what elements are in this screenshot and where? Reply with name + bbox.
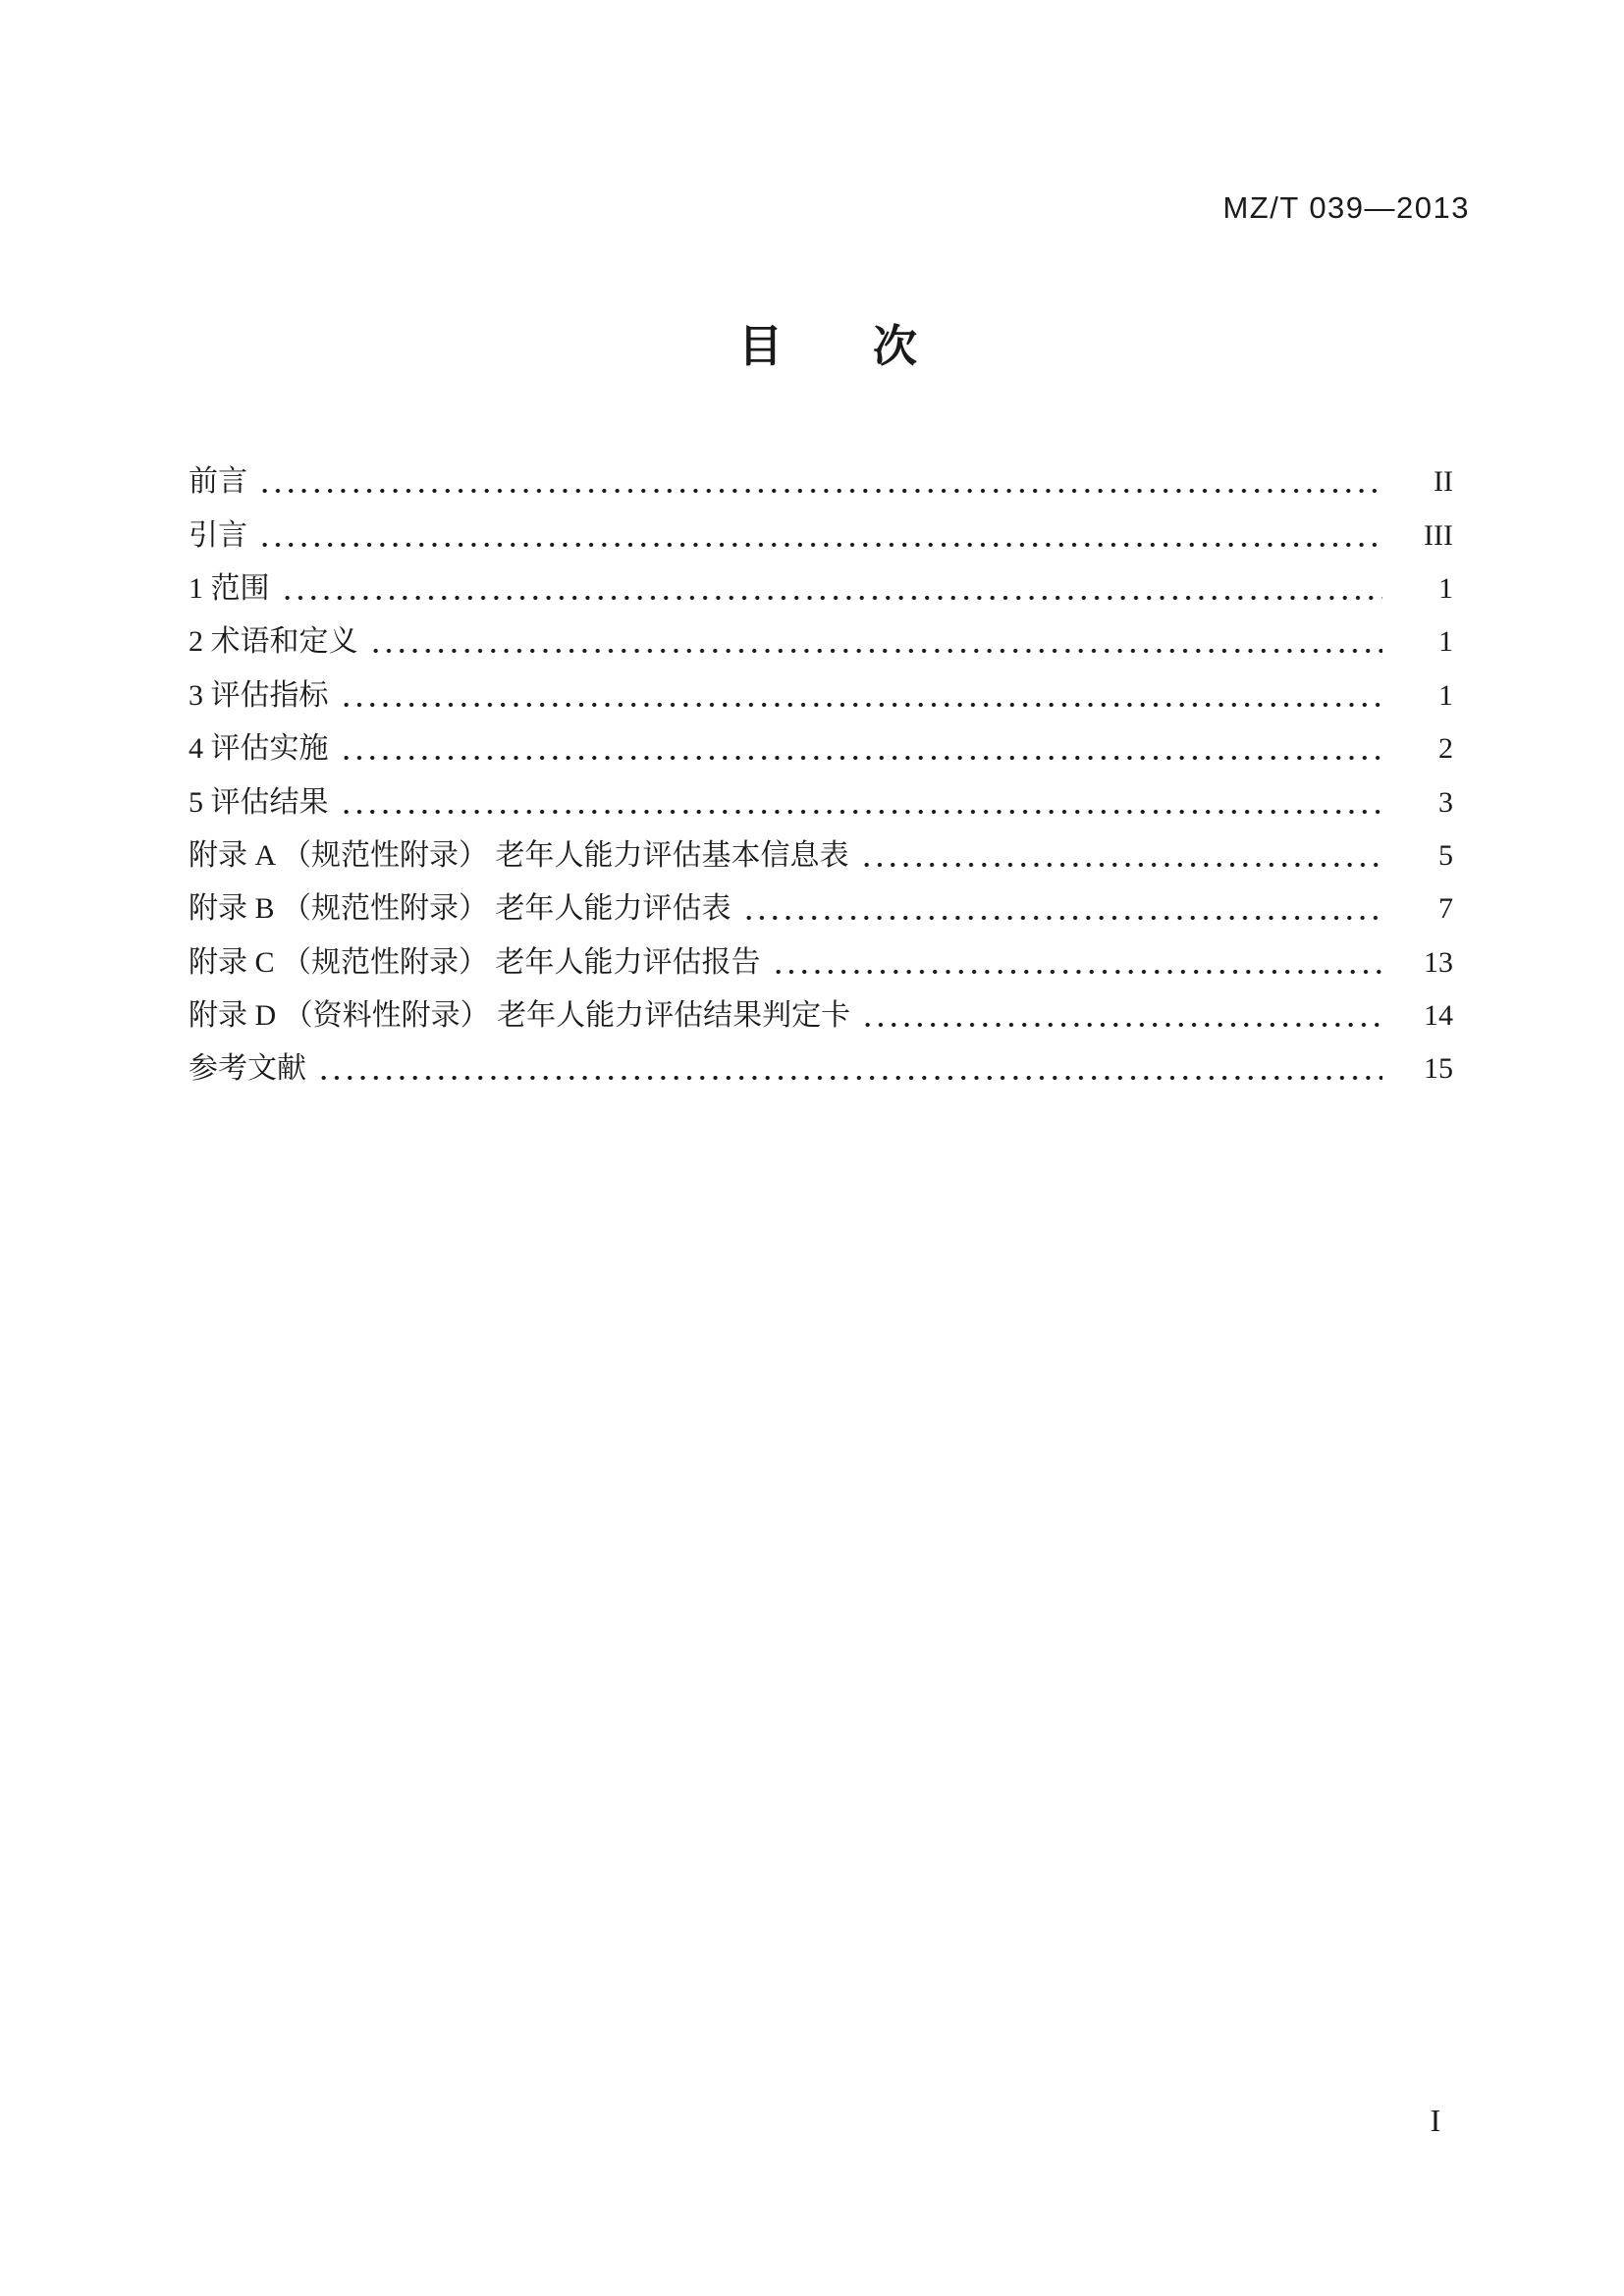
dot-leader — [369, 615, 1383, 668]
toc-entry-label: 5 评估结果 — [189, 785, 329, 819]
toc-entry-page: 14 — [1424, 999, 1453, 1033]
toc-entry-page: 1 — [1438, 625, 1453, 659]
dot-leader — [340, 775, 1383, 828]
toc-entry-appendix-a — [189, 829, 1453, 882]
toc-entry-assessment-results — [189, 775, 1453, 828]
toc-entry-appendix-d — [189, 989, 1453, 1042]
toc-entry-page: 1 — [1438, 678, 1453, 712]
toc-entry-label: 附录 D （资料性附录） 老年人能力评估结果判定卡 — [189, 999, 851, 1033]
toc-entry-page: 1 — [1438, 571, 1453, 605]
toc-entry-page: 7 — [1438, 892, 1453, 926]
toc-entry-introduction — [189, 508, 1453, 561]
toc-entry-page: II — [1434, 465, 1453, 499]
toc-entry-page: 13 — [1424, 945, 1453, 979]
dot-leader — [317, 1042, 1382, 1095]
toc-entry-page: 15 — [1424, 1052, 1453, 1086]
toc-entry-terms-definitions — [189, 615, 1453, 668]
title-char-right: 次 — [873, 322, 918, 371]
dot-leader — [258, 455, 1382, 508]
dot-leader — [281, 562, 1383, 615]
dot-leader — [340, 669, 1383, 722]
toc-entry-assessment-implementation — [189, 722, 1453, 775]
toc-entry-label: 1 范围 — [189, 571, 270, 605]
toc-entry-assessment-indicators — [189, 669, 1453, 722]
toc-entry-label: 3 评估指标 — [189, 678, 329, 712]
dot-leader — [860, 829, 1382, 882]
toc-entry-label: 附录 C （规范性附录） 老年人能力评估报告 — [189, 945, 761, 979]
toc-entry-label: 附录 B （规范性附录） 老年人能力评估表 — [189, 892, 731, 926]
toc-entry-label: 2 术语和定义 — [189, 625, 358, 659]
toc-entry-scope — [189, 562, 1453, 615]
toc-entry-page: 5 — [1438, 838, 1453, 872]
toc-entry-label: 前言 — [189, 465, 247, 499]
standard-number: MZ/T 039—2013 — [1222, 190, 1470, 225]
toc-entry-appendix-b — [189, 882, 1453, 935]
toc-entry-foreword — [189, 455, 1453, 508]
page-title — [16, 322, 1624, 371]
dot-leader — [258, 508, 1382, 561]
toc-entry-label: 引言 — [189, 518, 247, 552]
toc-entry-label: 参考文献 — [189, 1052, 306, 1086]
toc-entry-page: 3 — [1438, 785, 1453, 819]
toc-entry-appendix-c — [189, 936, 1453, 989]
toc-entry-references — [189, 1042, 1453, 1095]
toc-entry-page: III — [1424, 518, 1453, 552]
dot-leader — [861, 989, 1382, 1042]
dot-leader — [742, 882, 1382, 935]
toc-entry-label: 附录 A （规范性附录） 老年人能力评估基本信息表 — [189, 838, 849, 872]
dot-leader — [340, 722, 1383, 775]
toc-entry-page: 2 — [1438, 732, 1453, 766]
table-of-contents — [189, 455, 1453, 1096]
title-char-left: 目 — [737, 322, 783, 371]
footer-page-number: I — [1430, 2103, 1441, 2138]
dot-leader — [772, 936, 1382, 989]
toc-entry-label: 4 评估实施 — [189, 732, 329, 766]
